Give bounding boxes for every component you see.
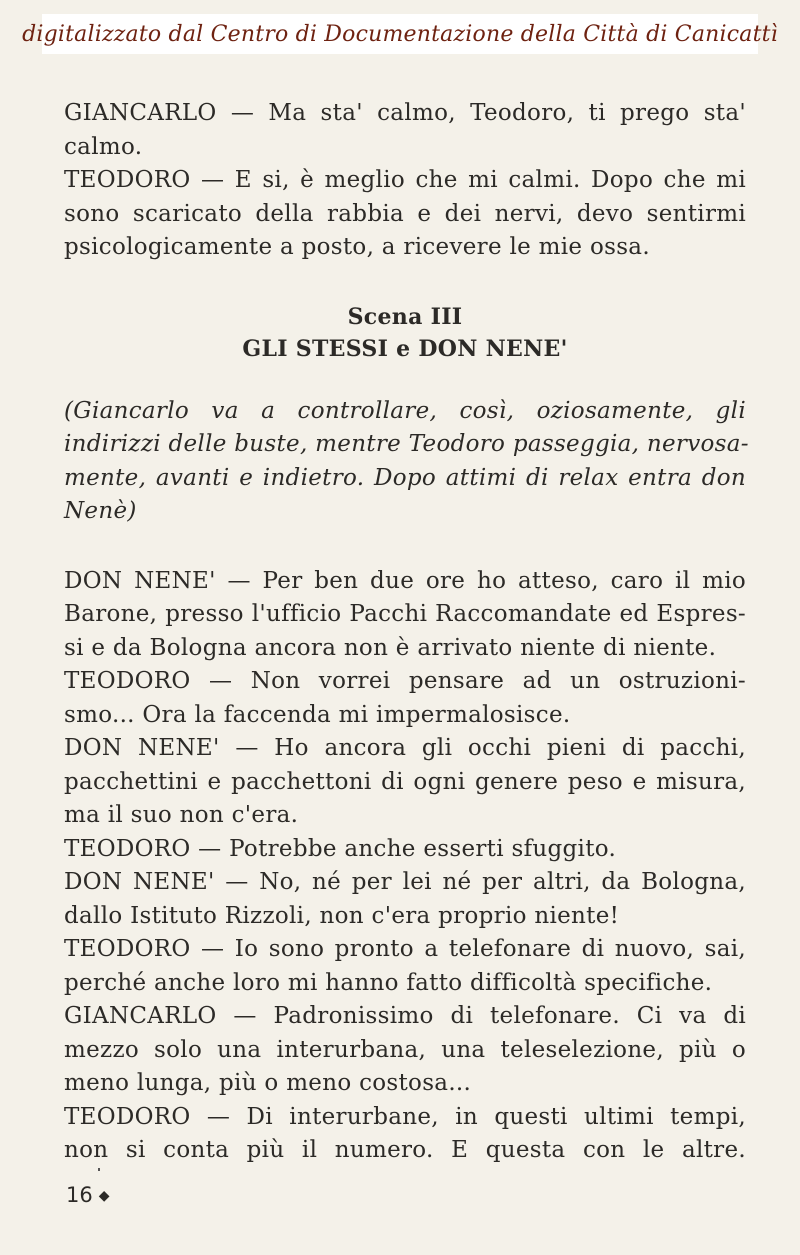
text-line: si e da Bologna ancora non è arrivato niente di niente.: [64, 634, 717, 661]
text-line: TEODORO — Di interurbane, in questi ultimi tempi,: [64, 1103, 746, 1130]
text-line: GIANCARLO — Padronissimo di telefonare. Ci va di: [64, 1003, 746, 1029]
text-line: (Giancarlo va a controllare, così, oziosamente, gli: [64, 397, 746, 424]
banner-text: digitalizzato dal Centro di Documentazione della Città di Canicattì: [22, 21, 778, 47]
dialogue-block-2: [64, 565, 746, 1168]
text-line: DON NENE' — Per ben due ore ho atteso, caro il mio: [64, 567, 746, 594]
scene-title: GLI STESSI e DON NENE': [242, 335, 568, 362]
page-number: 16: [66, 1183, 93, 1207]
text-line: perché anche loro mi hanno fatto difficoltà specifiche.: [64, 969, 713, 996]
scene-heading: [64, 301, 746, 365]
stage-direction: [64, 395, 749, 529]
text-line: Barone, presso l'ufficio Pacchi Raccomandate ed Espres-: [64, 601, 746, 627]
text-line: indirizzi delle buste, mentre Teodoro passeggia, nervosa-: [64, 431, 749, 457]
text-line: TEODORO — Potrebbe anche esserti sfuggito.: [64, 835, 617, 862]
dialogue-block-1: [64, 97, 746, 265]
text-line: GIANCARLO — Ma sta' calmo, Teodoro, ti prego sta': [64, 100, 746, 126]
digitization-banner: [22, 14, 778, 54]
text-line: calmo.: [64, 133, 143, 160]
text-line: TEODORO — E si, è meglio che mi calmi. Dopo che mi: [64, 167, 746, 193]
text-line: psicologicamente a posto, a ricevere le mie ossa.: [64, 234, 650, 260]
text-line: ma il suo non c'era.: [64, 802, 299, 828]
page-footer: [66, 1183, 110, 1207]
text-line: meno lunga, più o meno costosa...: [64, 1070, 472, 1096]
diamond-ornament-icon: ◆: [98, 1188, 110, 1204]
text-line: mezzo solo una interurbana, una teleselezione, più o: [64, 1036, 746, 1063]
text-line: TEODORO — Io sono pronto a telefonare di nuovo, sai,: [64, 936, 746, 962]
text-line: mente, avanti e indietro. Dopo attimi di relax entra don: [64, 464, 746, 491]
scene-number: Scena III: [347, 303, 463, 330]
book-page: [64, 97, 749, 1168]
text-line: pacchettini e pacchettoni di ogni genere peso e misura,: [64, 768, 746, 795]
text-line: sono scaricato della rabbia e dei nervi, devo sentirmi: [64, 200, 746, 227]
text-line: DON NENE' — No, né per lei né per altri, da Bologna,: [64, 869, 746, 895]
text-line: DON NENE' — Ho ancora gli occhi pieni di pacchi,: [64, 735, 746, 761]
print-speck: [98, 1168, 100, 1171]
text-line: smo... Ora la faccenda mi impermalosisce.: [64, 701, 571, 728]
text-line: Nenè): [64, 498, 137, 524]
text-line: TEODORO — Non vorrei pensare ad un ostruzioni-: [64, 668, 746, 694]
text-line: non si conta più il numero. E questa con le altre.: [64, 1137, 746, 1163]
text-line: dallo Istituto Rizzoli, non c'era proprio niente!: [64, 902, 620, 929]
